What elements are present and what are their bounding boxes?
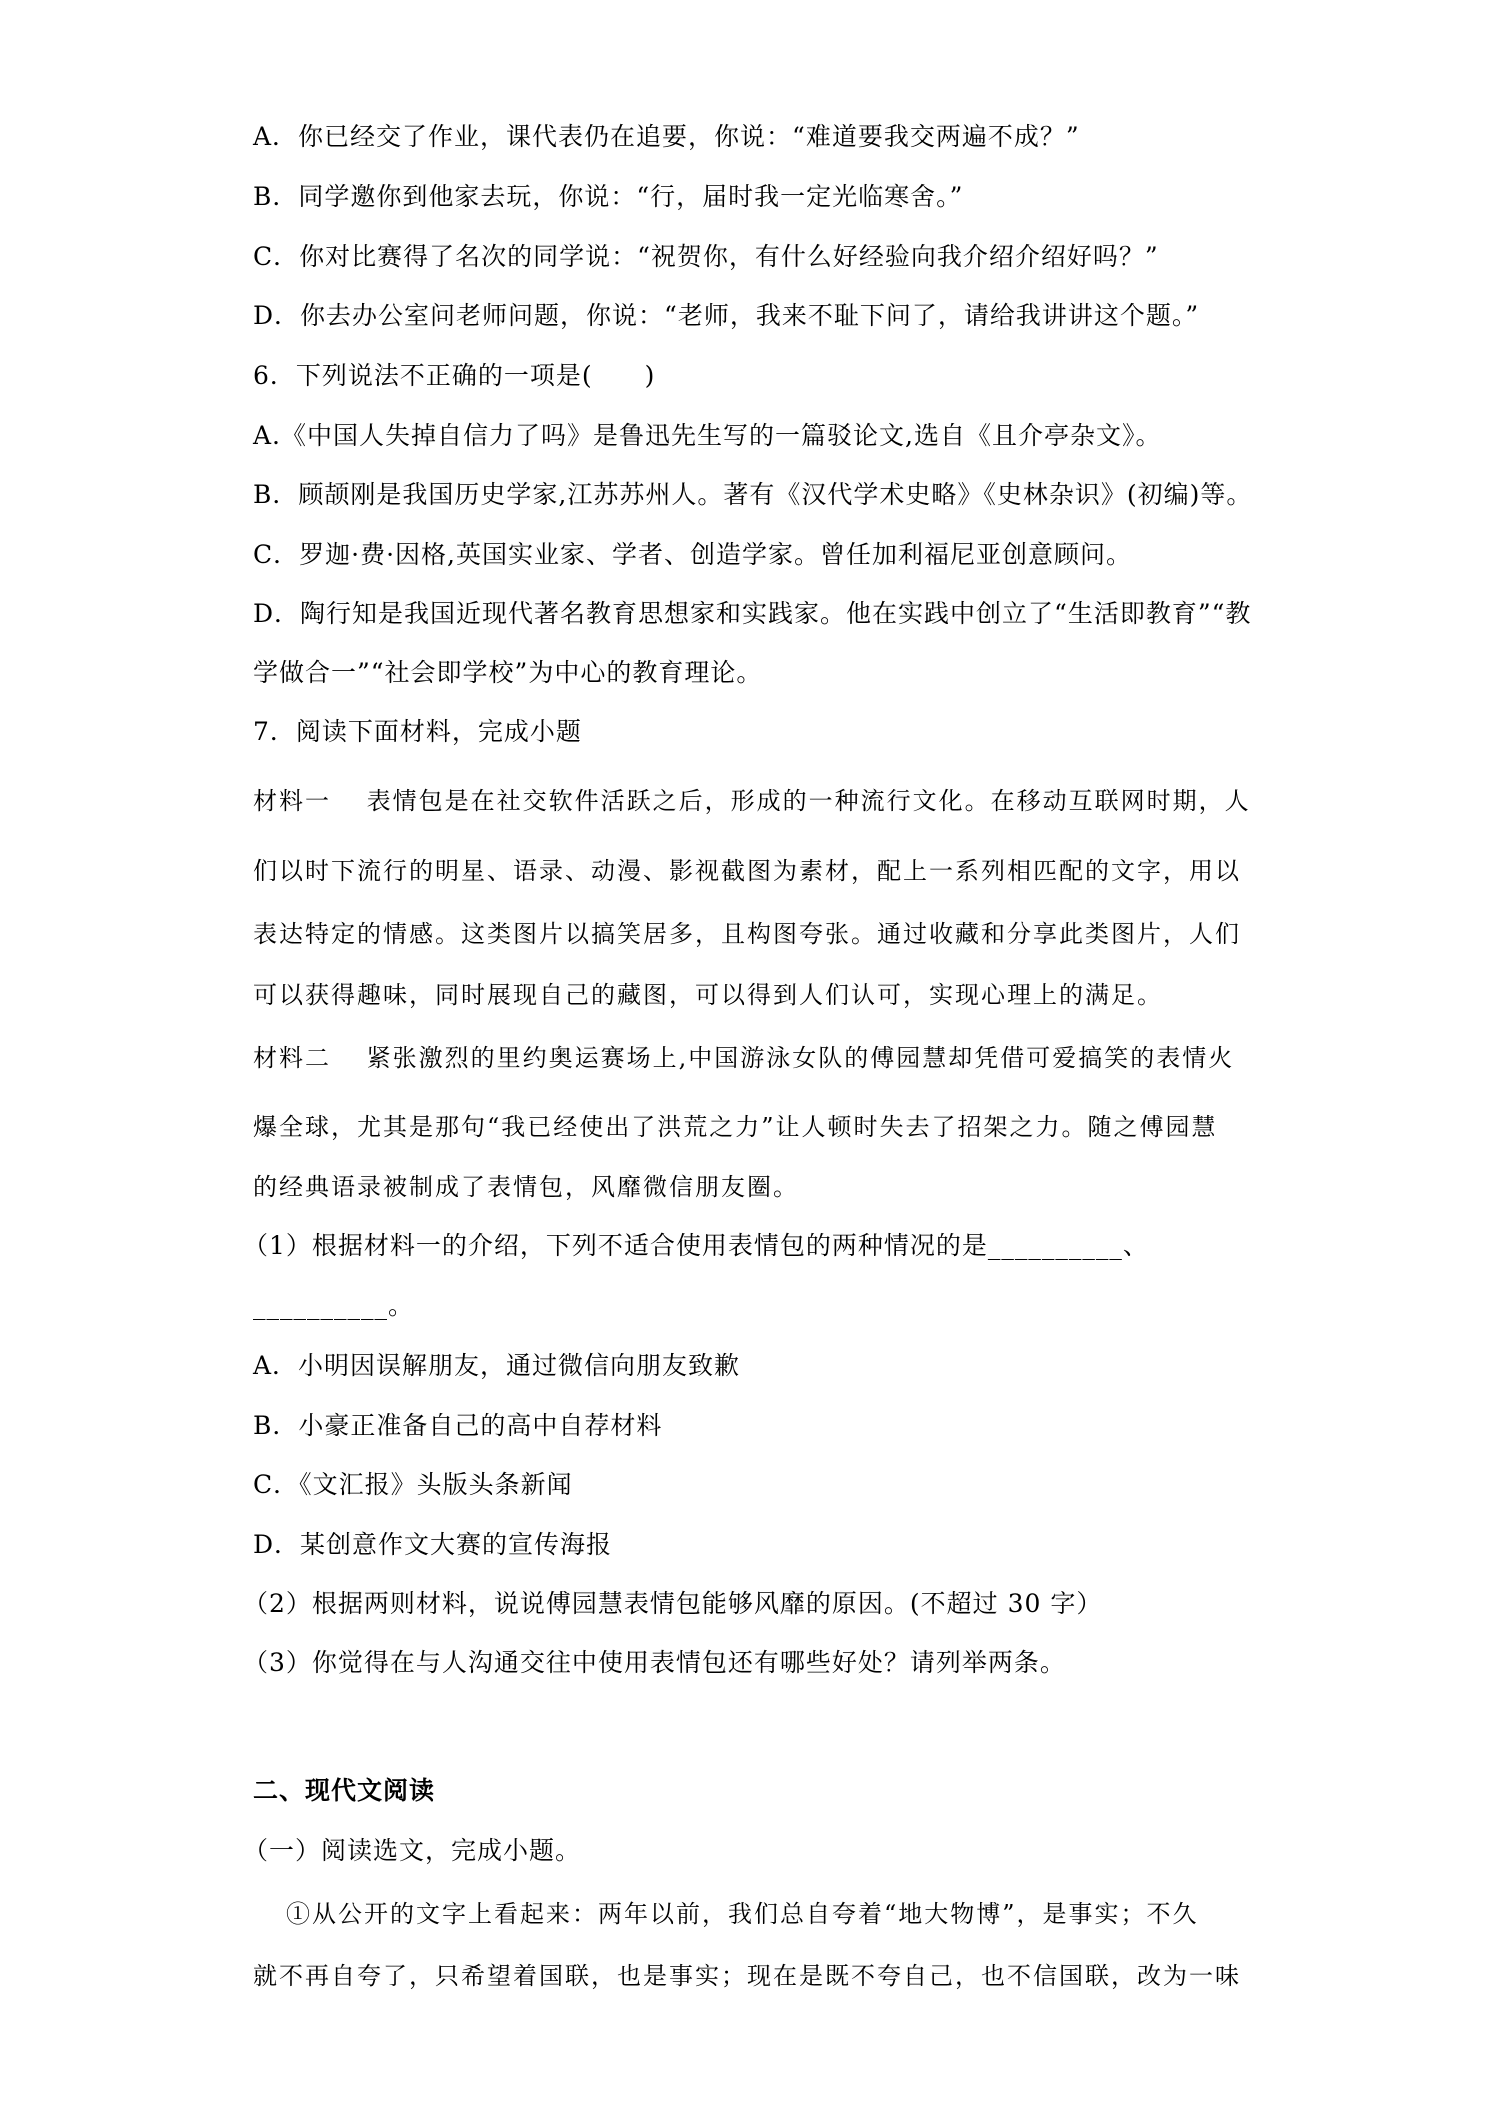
material1-line4: 可以获得趣味，同时展现自己的藏图，可以得到人们认可，实现心理上的满足。 [253, 981, 1163, 1009]
passage-line2: 就不再自夸了，只希望着国联，也是事实；现在是既不夸自己，也不信国联，改为一味 [253, 1962, 1241, 1990]
material2-line2: 爆全球，尤其是那句“我已经使出了洪荒之力”让人顿时失去了招架之力。随之傅园慧 [253, 1113, 1218, 1141]
q6-option-b: B．顾颉刚是我国历史学家,江苏苏州人。著有《汉代学术史略》《史林杂识》(初编)等。 [253, 480, 1253, 509]
q5-option-d: D．你去办公室问老师问题，你说：“老师，我来不耻下问了，请给我讲讲这个题。” [253, 301, 1200, 330]
q7-sub1-line1: （1）根据材料一的介绍，下列不适合使用表情包的两种情况的是__________、 [243, 1231, 1149, 1260]
material2-line1: 材料二 紧张激烈的里约奥运赛场上,中国游泳女队的傅园慧却凭借可爱搞笑的表情火 [253, 1044, 1235, 1072]
q6-option-d-line1: D．陶行知是我国近现代著名教育思想家和实践家。他在实践中创立了“生活即教育”“教 [253, 599, 1252, 628]
passage-line1: ①从公开的文字上看起来：两年以前，我们总自夸着“地大物博”，是事实；不久 [286, 1900, 1199, 1928]
q7-option-a: A．小明因误解朋友，通过微信向朋友致歉 [253, 1351, 741, 1380]
q7-option-d: D．某创意作文大赛的宣传海报 [253, 1530, 613, 1559]
q7-stem: 7．阅读下面材料，完成小题 [253, 717, 582, 746]
q7-sub3: （3）你觉得在与人沟通交往中使用表情包还有哪些好处？请列举两条。 [243, 1648, 1066, 1677]
q6-option-c: C．罗迦·费·因格,英国实业家、学者、创造学家。曾任加利福尼亚创意顾问。 [253, 540, 1132, 569]
q6-stem: 6．下列说法不正确的一项是( ) [253, 361, 656, 390]
q5-option-c: C．你对比赛得了名次的同学说：“祝贺你，有什么好经验向我介绍介绍好吗？” [253, 242, 1159, 271]
material1-line3: 表达特定的情感。这类图片以搞笑居多，且构图夸张。通过收藏和分享此类图片，人们 [253, 920, 1241, 948]
section-heading: 二、现代文阅读 [253, 1776, 436, 1805]
q7-sub2: （2）根据两则材料，说说傅园慧表情包能够风靡的原因。(不超过 30 字） [243, 1589, 1103, 1618]
material2-line3: 的经典语录被制成了表情包，风靡微信朋友圈。 [253, 1173, 799, 1201]
material1-line2: 们以时下流行的明星、语录、动漫、影视截图为素材，配上一系列相匹配的文字，用以 [253, 857, 1241, 885]
section-subheading: （一）阅读选文，完成小题。 [243, 1836, 582, 1865]
q5-option-a: A．你已经交了作业，课代表仍在追要，你说：“难道要我交两遍不成？” [253, 122, 1080, 151]
q6-option-a: A.《中国人失掉自信力了吗》是鲁迅先生写的一篇驳论文,选自《且介亭杂文》。 [253, 421, 1162, 450]
q7-option-c: C．《文汇报》头版头条新闻 [253, 1470, 573, 1499]
q6-option-d-line2: 学做合一”“社会即学校”为中心的教育理论。 [253, 658, 763, 687]
material1-line1: 材料一 表情包是在社交软件活跃之后，形成的一种流行文化。在移动互联网时期，人 [253, 787, 1251, 815]
q5-option-b: B．同学邀你到他家去玩，你说：“行，届时我一定光临寒舍。” [253, 182, 964, 211]
q7-sub1-line2: __________。 [253, 1291, 415, 1320]
q7-option-b: B．小豪正准备自己的高中自荐材料 [253, 1411, 663, 1440]
